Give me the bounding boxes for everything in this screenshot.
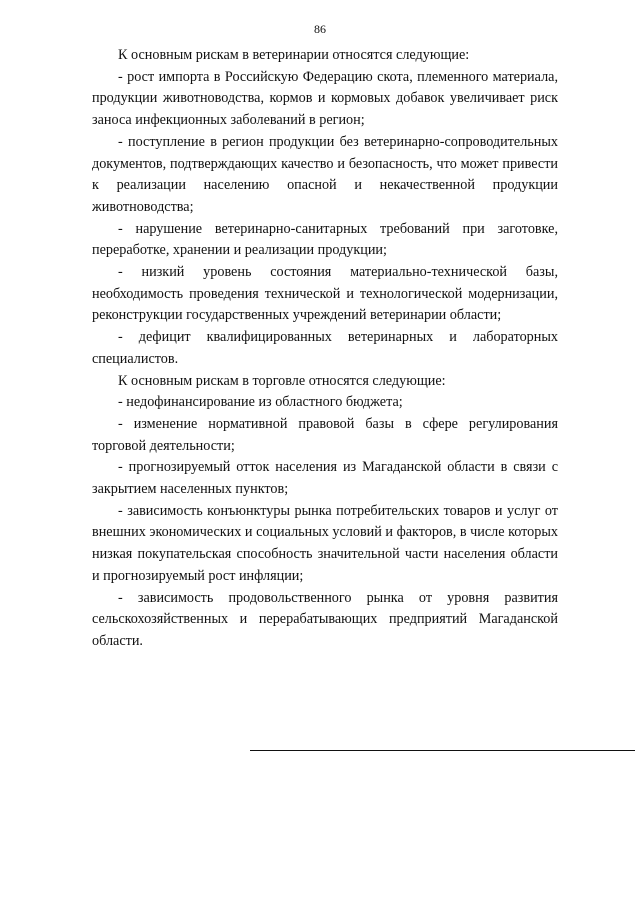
veterinary-risk-item: - рост импорта в Российскую Федерацию скота, племенного материала, продукции животноводства, кормов и кормовых добавок увеличивает риск заноса инфекционных заболеваний в регион; xyxy=(92,68,558,129)
trade-risk-item: - прогнозируемый отток населения из Магаданской области в связи с закрытием населенных пунктов; xyxy=(92,459,558,498)
trade-risk-item: - зависимость продовольственного рынка от уровня развития сельскохозяйственных и перерабатывающих предприятий Магаданской области. xyxy=(92,589,558,649)
veterinary-risk-item: - поступление в регион продукции без ветеринарно-сопроводительных документов, подтверждающих качество и безопасность, что может привести к реализации населению опасной и некачественной продукции животноводства; xyxy=(92,133,558,215)
trade-risk-item: - изменение нормативной правовой базы в сфере регулирования торговой деятельности; xyxy=(92,415,558,454)
page-number: 86 xyxy=(314,22,326,36)
trade-risks-heading: К основным рискам в торговле относятся следующие: xyxy=(118,372,446,389)
veterinary-risk-item: - дефицит квалифицированных ветеринарных и лабораторных специалистов. xyxy=(92,329,558,367)
trade-risk-item: - зависимость конъюнктуры рынка потребительских товаров и услуг от внешних экономических и социальных условий и факторов, в числе которых низкая покупательская способность значительной части населения области и прогнозируемый рост инфляции; xyxy=(92,502,558,584)
veterinary-risk-item: - низкий уровень состояния материально-технической базы, необходимость проведения технической и технологической модернизации, реконструкции государственных учреждений ветеринарии области; xyxy=(92,264,558,324)
veterinary-risks-heading: К основным рискам в ветеринарии относятся следующие: xyxy=(118,47,470,63)
footer-divider-line xyxy=(250,750,635,751)
document-body xyxy=(92,45,558,653)
veterinary-risk-item: - нарушение ветеринарно-санитарных требований при заготовке, переработке, хранении и реализации продукции; xyxy=(92,220,558,259)
trade-risk-item: - недофинансирование из областного бюджета; xyxy=(118,394,403,411)
